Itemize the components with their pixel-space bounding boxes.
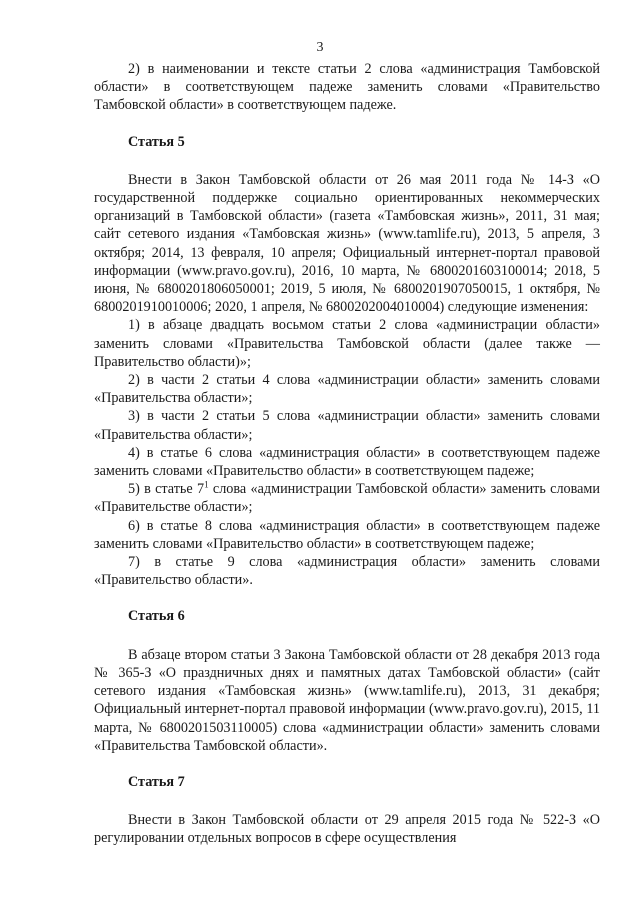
item-5-text-end: слова «администрации Тамбовской области» заменить словами «Правительстве области»; [94, 481, 600, 516]
article-5-item-5 [94, 480, 600, 516]
article-5-item-2: 2) в части 2 статьи 4 слова «администрации области» заменить словами «Правительства области»; [94, 372, 600, 407]
document-body [94, 60, 600, 848]
item-5-superscript: 1 [204, 479, 209, 490]
article-6-text: В абзаце втором статьи 3 Закона Тамбовской области от 28 декабря 2013 года № 365-З «О праздничных днях и памятных датах Тамбовской области» (сайт сетевого издания «Тамбовская жизнь» (www.tamlife.ru), 2013, 31 декабря; Официальный интернет-портал правовой информации (www.pravo.gov.ru), 2015, 11 марта, № 6800201503110005) слова «администрации области» заменить словами «Правительства Тамбовской области». [94, 646, 600, 754]
article-5-item-4: 4) в статье 6 слова «администрация области» в соответствующем падеже заменить словами «Правительство области» в соответствующем падеже; [94, 444, 600, 480]
article-5-heading: Статья 5 [128, 133, 185, 150]
article-7-text: Внести в Закон Тамбовской области от 29 апреля 2015 года № 522-З «О регулировании отдельных вопросов в сфере осуществления [94, 812, 600, 847]
article-5-item-6: 6) в статье 8 слова «администрация области» в соответствующем падеже заменить словами «Правительство области» в соответствующем падеже; [94, 517, 600, 552]
item-5-text-start: 5) в статье 7 [128, 481, 205, 498]
article-5-lead: Внести в Закон Тамбовской области от 26 мая 2011 года № 14-З «О государственной поддержке социально ориентированных некоммерческих организаций в Тамбовской области» (газета «Тамбовская жизнь», 2011, 31 мая; сайт сетевого издания «Тамбовская жизнь» (www.tamlife.ru), 2013, 5 апреля, 3 октября; 2014, 13 февраля, 10 апреля; Официальный интернет-портал правовой информации (www.pravo.gov.ru), 2016, 10 марта, № 6800201603100014; 2018, 5 июня, № 6800201806050001; 2019, 5 июля, № 6800201907050015, 1 октября, № 6800201910010006; 2020, 1 апреля, № 6800202004010004) следующие изменения: [94, 171, 600, 316]
article-5-item-1: 1) в абзаце двадцать восьмом статьи 2 слова «администрации области» заменить словами «Правительства Тамбовской области (далее также — Правительство области)»; [94, 317, 600, 370]
page-number: 3 [316, 40, 324, 55]
article-6-heading: Статья 6 [128, 608, 185, 625]
article-5-item-7: 7) в статье 9 слова «администрация области» заменить словами «Правительство области». [94, 554, 600, 589]
article-5-item-3: 3) в части 2 статьи 5 слова «администрации области» заменить словами «Правительства области»; [94, 408, 600, 443]
article-7-heading: Статья 7 [128, 773, 185, 790]
intro-paragraph: 2) в наименовании и тексте статьи 2 слова «администрация Тамбовской области» в соответствующем падеже заменить словами «Правительство Тамбовской области» в соответствующем падеже. [94, 61, 600, 114]
